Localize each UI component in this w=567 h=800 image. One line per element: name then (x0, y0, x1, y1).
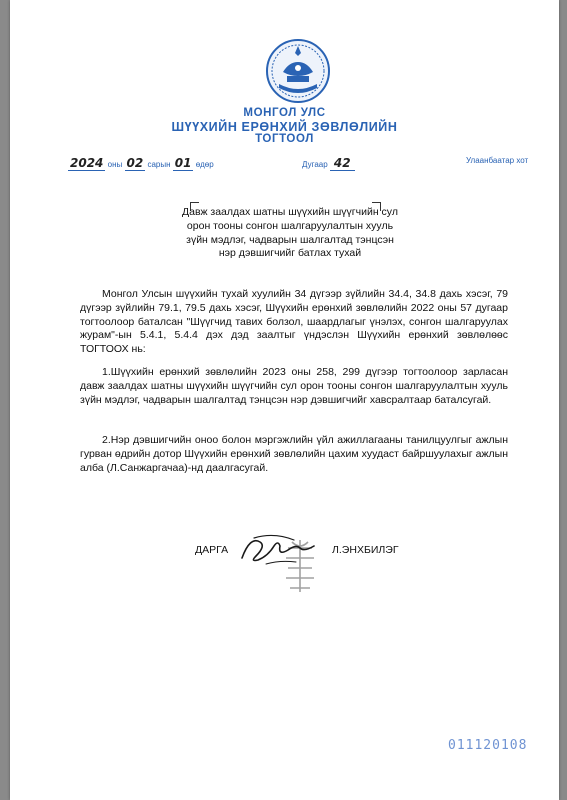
serial-number: 011120108 (448, 738, 528, 753)
document-date (68, 156, 214, 171)
date-day: 01 (174, 156, 192, 170)
date-month-suffix: сарын (147, 160, 171, 169)
country-name: МОНГОЛ УЛС (243, 107, 326, 119)
handwritten-signature (236, 528, 326, 572)
clause-2-paragraph (80, 434, 508, 475)
date-year-suffix: оны (107, 160, 123, 169)
paragraph-text: 1.Шүүхийн ерөнхий зөвлөлийн 2023 оны 258, 299 дүгээр тогтоолоор зарласан давж заалдах шатны шүүхийн шүүгчийн сул орон тооны сонгон шалгаруулалтын хууль зүйн мэдлэг, чадварын шалгалтад тэнцсэн нэр дэвшигчийг хавсралтаар баталсугай. (80, 366, 508, 406)
document-city: Улаанбаатар хот (466, 156, 529, 165)
document-number (302, 156, 355, 171)
document-page (10, 0, 559, 800)
paragraph-text: Монгол Улсын шүүхийн тухай хуулийн 34 дүгээр зүйлийн 34.4, 34.8 дахь хэсэг, 79 дүгээр зүйлийн 79.1, 79.5 дахь хэсэг, Шүүхийн ерөнхий зөвлөлийн 2022 оны 57 дугаар тогтоолоор баталсан "Шүүгчид тавих болзол, шаардлагыг үнэлэх, сонгон шалгаруулах журам"-ын 5.4.1, 5.4.4 дэх дэд заалтыг үндэслэн Шүүхийн ерөнхий зөвлөлөөс ТОГТООХ нь: (80, 288, 508, 356)
institution-name: ШҮҮХИЙН ЕРӨНХИЙ ЗӨВЛӨЛИЙН (171, 120, 398, 134)
signatory-role: ДАРГА (195, 544, 229, 556)
preamble-paragraph (80, 288, 508, 357)
state-emblem-icon (265, 38, 331, 104)
number-value: 42 (330, 156, 355, 171)
document-type: ТОГТООЛ (255, 133, 314, 145)
resolution-title: Давж заалдах шатны шүүхийн шүүгчийн сул орон тооны сонгон шалгаруулалтын хууль зүйн мэдлэг, чадварын шалгалтад тэнцсэн нэр дэвшигчийг батлах тухай (182, 206, 398, 260)
date-month: 02 (126, 156, 144, 170)
date-day-suffix: өдөр (195, 160, 214, 169)
signatory-name: Л.ЭНХБИЛЭГ (332, 544, 399, 556)
paragraph-text: 2.Нэр дэвшигчийн оноо болон мэргэжлийн үйл ажиллагааны танилцуулгыг ажлын гурван өдрийн дотор Шүүхийн ерөнхий зөвлөлийн цахим хуудаст байршуулахыг ажлын алба (Л.Санжаргачаа)-нд даалгасугай. (80, 434, 508, 474)
clause-1-paragraph (80, 366, 508, 407)
date-year: 2024 (70, 156, 104, 170)
number-label: Дугаар (302, 160, 328, 169)
